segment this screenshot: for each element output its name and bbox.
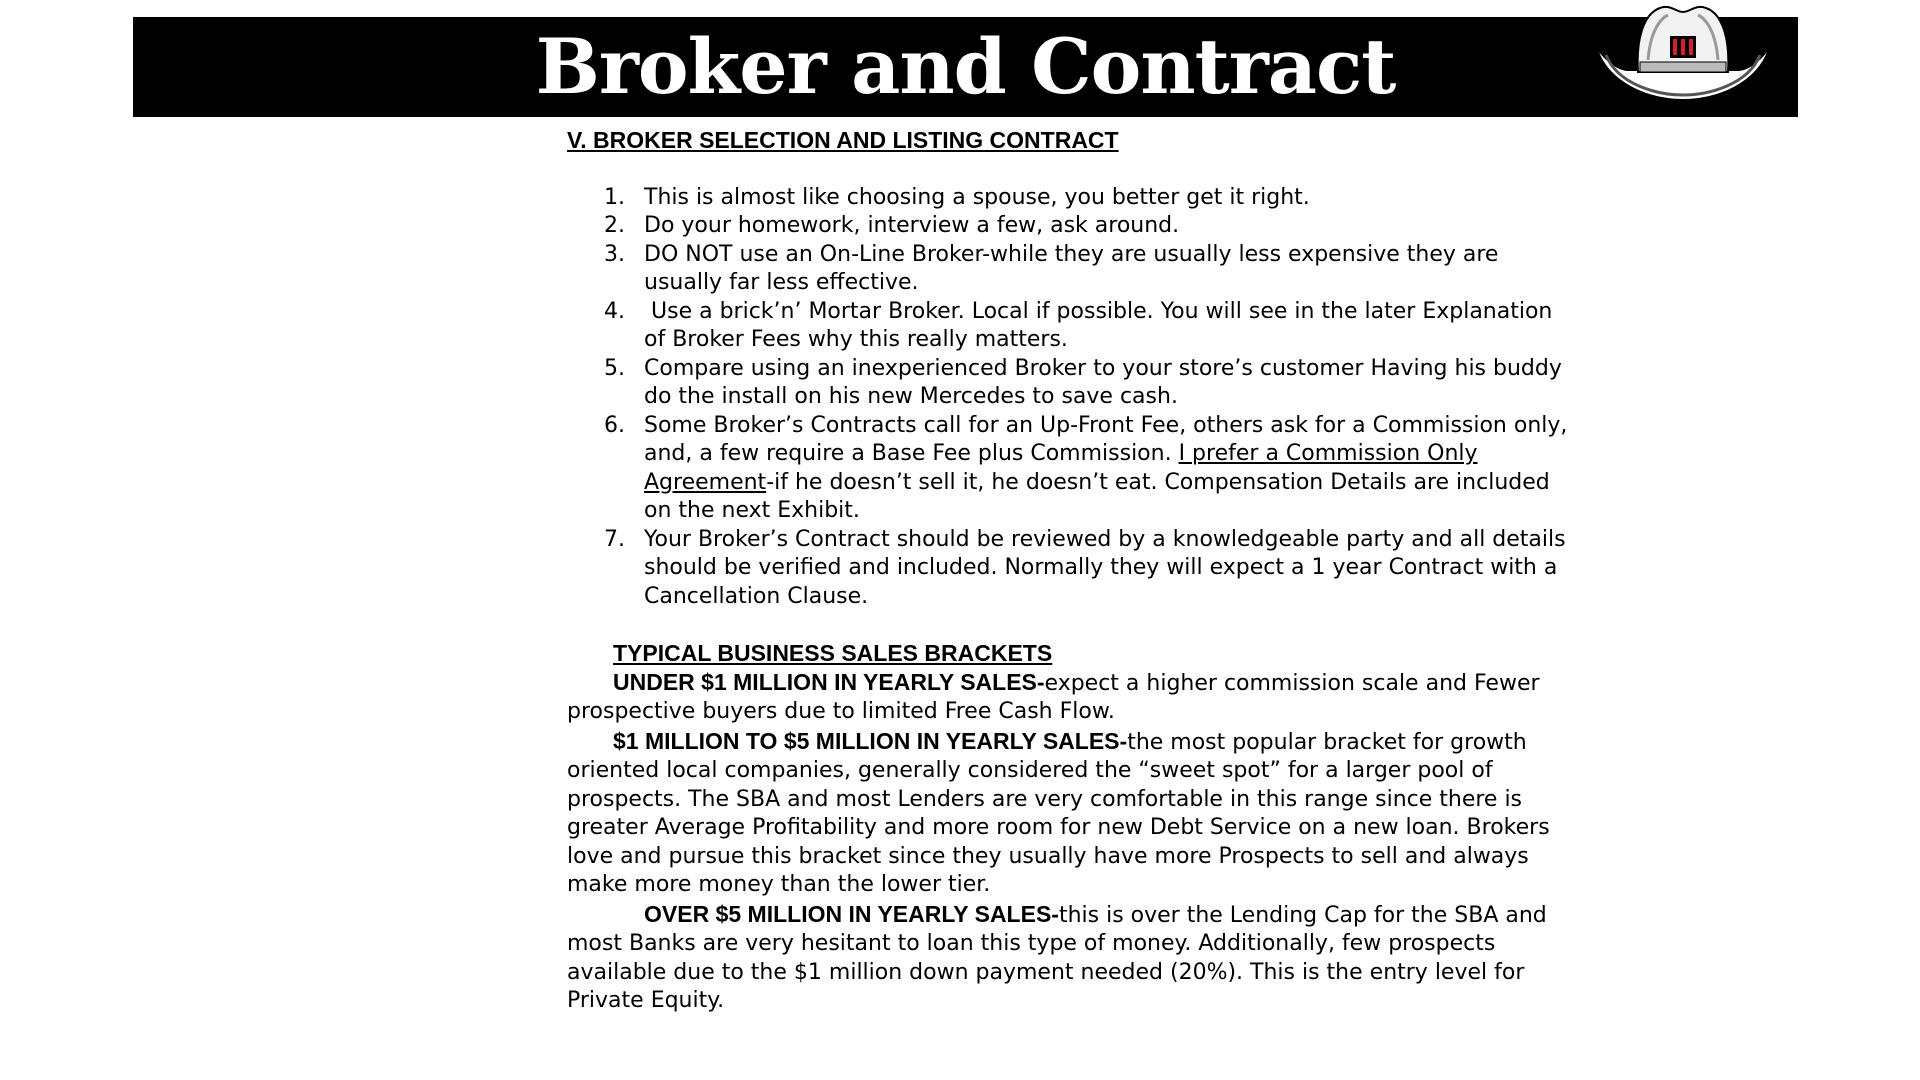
sales-brackets-section bbox=[567, 639, 1577, 1016]
list-item bbox=[567, 298, 1577, 355]
brackets-heading: TYPICAL BUSINESS SALES BRACKETS bbox=[613, 640, 1053, 666]
bracket-paragraph bbox=[567, 900, 1577, 1016]
item-number: 3. bbox=[604, 241, 625, 267]
broker-selection-list bbox=[567, 184, 1577, 612]
bracket-text: this is over the Lending Cap for the SBA and most Banks are very hesitant to loan this type of money. Additionally, few prospects available due to the $1 million down payment needed (20%). This is the entry level for Private Equity. bbox=[567, 902, 1547, 1013]
item-text: Some Broker’s Contracts call for an Up-Front Fee, others ask for a Commission only, and, a few require a Base Fee plus Commission. bbox=[644, 412, 1568, 466]
item-number: 5. bbox=[604, 355, 625, 381]
bracket-label: $1 MILLION TO $5 MILLION IN YEARLY SALES- bbox=[613, 727, 1128, 754]
item-number: 4. bbox=[604, 298, 625, 324]
item-number: 7. bbox=[604, 526, 625, 552]
section-heading: V. BROKER SELECTION AND LISTING CONTRACT bbox=[567, 127, 1119, 153]
item-text: Compare using an inexperienced Broker to your store’s customer Having his buddy do the install on his new Mercedes to save cash. bbox=[644, 355, 1562, 409]
bracket-paragraph bbox=[567, 727, 1577, 900]
item-text: Your Broker’s Contract should be reviewed by a knowledgeable party and all details should be verified and included. Normally they will expect a 1 year Contract with a Cancellation Clause. bbox=[644, 526, 1566, 609]
underlined-text: I prefer a Commission Only Agreement bbox=[644, 441, 1478, 495]
bracket-label: UNDER $1 MILLION IN YEARLY SALES- bbox=[613, 668, 1045, 695]
cowboy-hat-logo-icon bbox=[1588, 0, 1778, 120]
item-number: 2. bbox=[604, 213, 625, 238]
document-body bbox=[567, 126, 1577, 1016]
item-text: This is almost like choosing a spouse, you better get it right. bbox=[644, 184, 1310, 210]
list-item bbox=[567, 355, 1577, 412]
list-item bbox=[567, 184, 1577, 213]
item-text: -if he doesn’t sell it, he doesn’t eat. Compensation Details are included on the next Exhibit. bbox=[644, 469, 1550, 523]
title-banner bbox=[133, 17, 1798, 117]
item-text: Do your homework, interview a few, ask around. bbox=[644, 213, 1180, 238]
bracket-text: expect a higher commission scale and Fewer prospective buyers due to limited Free Cash Flow. bbox=[567, 670, 1540, 724]
list-item bbox=[567, 212, 1577, 241]
page-title: Broker and Contract bbox=[535, 22, 1396, 111]
list-item bbox=[567, 412, 1577, 526]
list-item bbox=[567, 526, 1577, 612]
bracket-paragraph bbox=[567, 668, 1577, 727]
item-number: 1. bbox=[604, 184, 625, 210]
item-number: 6. bbox=[604, 412, 625, 438]
bracket-text: the most popular bracket for growth oriented local companies, generally considered the “sweet spot” for a larger pool of prospects. The SBA and most Lenders are very comfortable in this range since there is greater Average Profitability and more room for new Debt Service on a new loan. Brokers love and pursue this bracket since they usually have more Prospects to sell and always make more money than the lower tier. bbox=[567, 729, 1550, 897]
bracket-label: OVER $5 MILLION IN YEARLY SALES- bbox=[644, 900, 1059, 927]
item-text: Use a brick’n’ Mortar Broker. Local if possible. You will see in the later Explanation of Broker Fees why this really matters. bbox=[644, 298, 1560, 352]
item-text: DO NOT use an On-Line Broker-while they are usually less expensive they are usually far less effective. bbox=[644, 241, 1499, 295]
list-item bbox=[567, 241, 1577, 298]
